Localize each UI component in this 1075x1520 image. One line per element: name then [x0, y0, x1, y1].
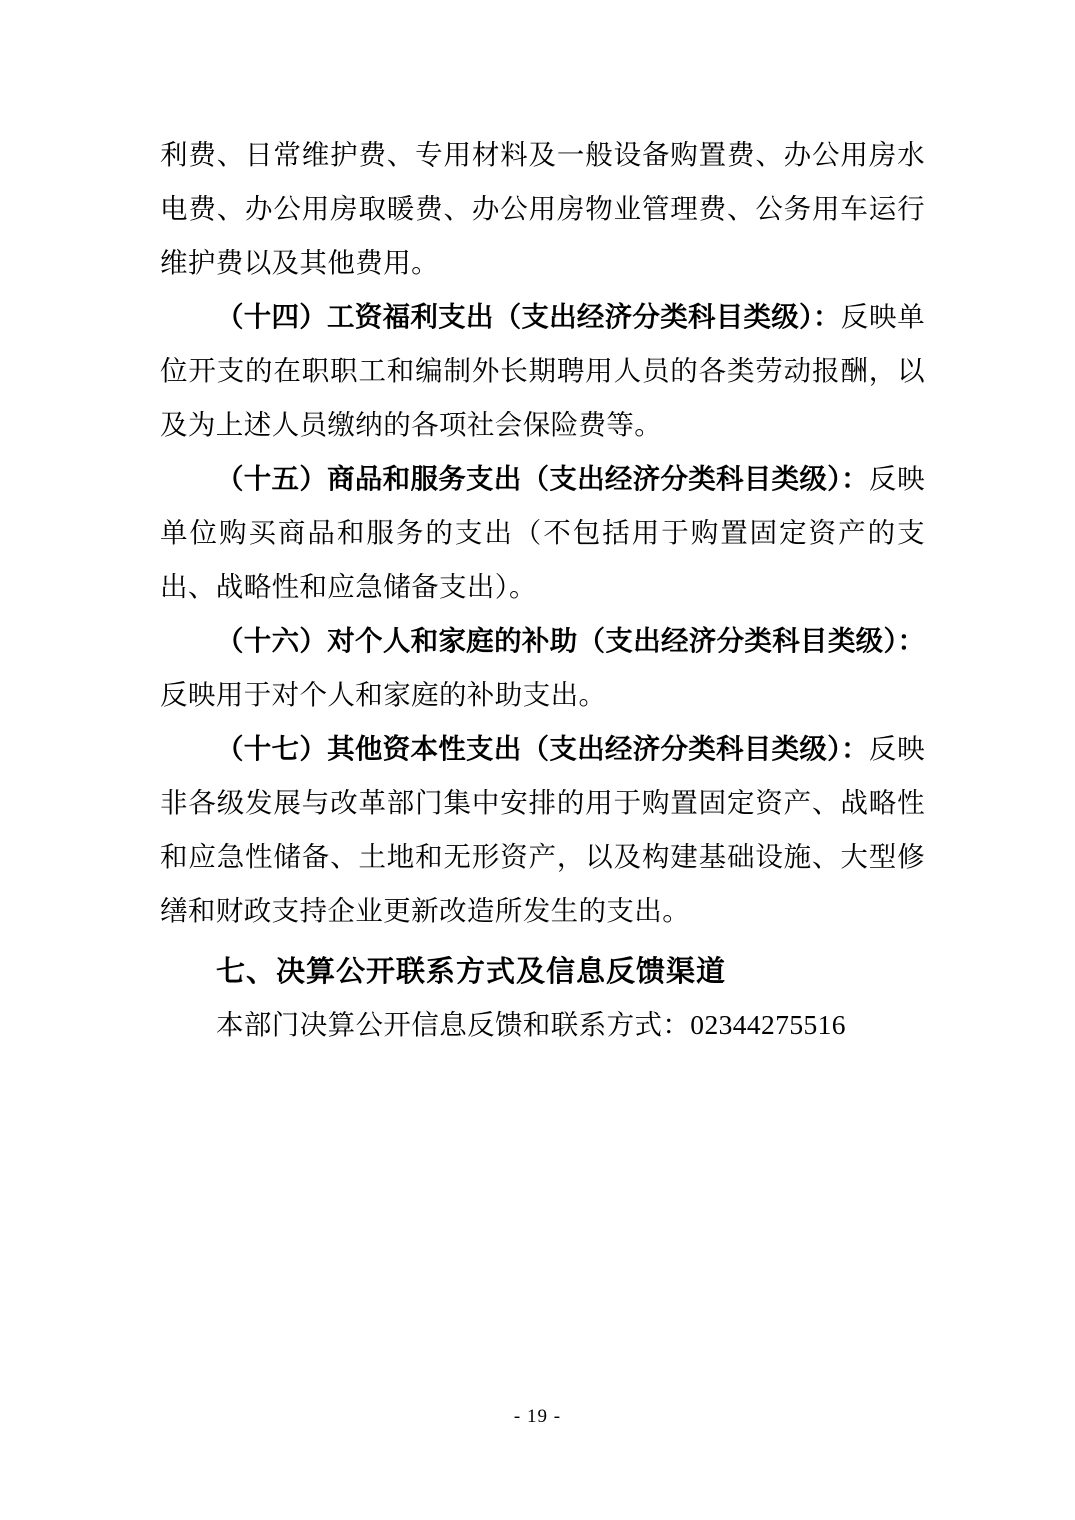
paragraph-lead: （十七）其他资本性支出（支出经济分类科目类级）：: [216, 733, 869, 765]
paragraph-text: 利费、日常维护费、专用材料及一般设备购置费、办公用房水电费、办公用房取暖费、办公用房物业管理费、公务用车运行维护费以及其他费用。: [160, 139, 925, 278]
page-number: - 19 -: [513, 1406, 562, 1427]
paragraph-item-16: [160, 614, 925, 722]
paragraph-text: 反映非各级发展与改革部门集中安排的用于购置固定资产、战略性和应急性储备、土地和无形资产，以及构建基础设施、大型修缮和财政支持企业更新改造所发生的支出。: [160, 733, 925, 926]
paragraph-lead: （十五）商品和服务支出（支出经济分类科目类级）：: [216, 463, 869, 495]
paragraph-item-17: [160, 722, 925, 938]
paragraph-text: 反映单位购买商品和服务的支出（不包括用于购置固定资产的支出、战略性和应急储备支出）。: [160, 463, 925, 602]
paragraph-item-14: [160, 290, 925, 452]
paragraph-lead: （十四）工资福利支出（支出经济分类科目类级）：: [216, 301, 841, 333]
paragraph-text: 反映用于对个人和家庭的补助支出。: [160, 679, 607, 710]
paragraph-text: 反映单位开支的在职职工和编制外长期聘用人员的各类劳动报酬，以及为上述人员缴纳的各项社会保险费等。: [160, 301, 926, 440]
paragraph-item-15: [160, 452, 925, 614]
section-heading-seven: 七、决算公开联系方式及信息反馈渠道: [216, 954, 727, 988]
paragraph-continued-expense-list: [160, 128, 925, 290]
document-body: [160, 128, 925, 1052]
page-footer: [0, 1406, 1075, 1428]
contact-information-line: 本部门决算公开信息反馈和联系方式：02344275516: [216, 1009, 846, 1040]
paragraph-lead: （十六）对个人和家庭的补助（支出经济分类科目类级）：: [216, 625, 925, 657]
